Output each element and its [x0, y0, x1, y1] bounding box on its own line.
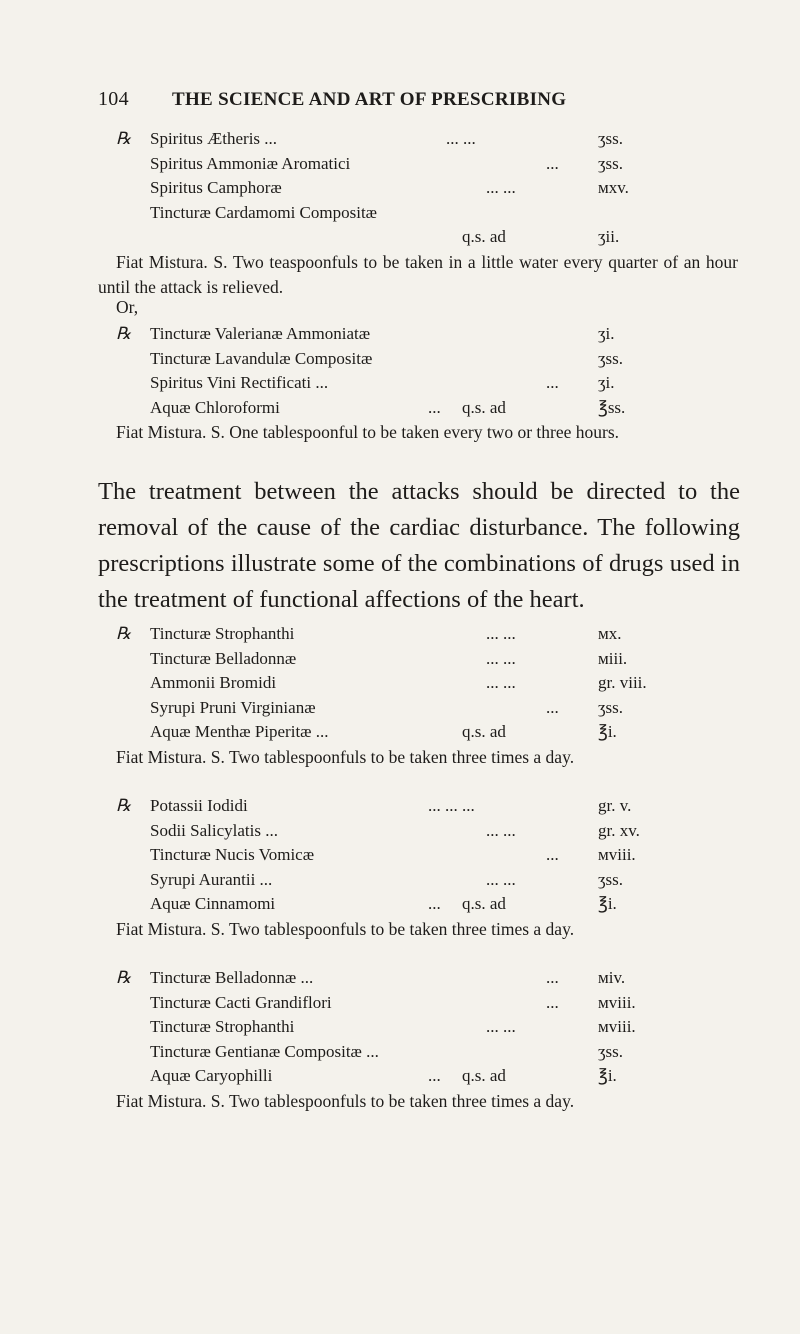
directions-text: Fiat Mistura. S. Two teaspoonfuls to be taken in a little water every quarter of an hour until the attack is relieved. — [98, 252, 738, 297]
directions-text: Fiat Mistura. S. One tablespoonful to be taken every two or three hours. — [116, 422, 620, 442]
leader-dots: ... ... — [486, 178, 516, 198]
rx-line — [116, 1015, 776, 1040]
qs-ad: q.s. ad — [462, 722, 506, 742]
leader-dots: ... — [546, 968, 559, 987]
leader-dots: ... — [428, 894, 441, 914]
rx-line — [116, 127, 776, 152]
rx-line — [116, 622, 776, 647]
dose-quantity: ʒi. — [598, 373, 615, 393]
qs-ad: q.s. ad — [462, 397, 506, 417]
leader-dots: ... — [546, 697, 559, 717]
dose-quantity: gr. v. — [598, 796, 632, 815]
dose-quantity: ℥i. — [598, 722, 617, 742]
drug-name: Sodii Salicylatis ... — [150, 820, 278, 840]
running-title: THE SCIENCE AND ART OF PRESCRIBING — [172, 89, 567, 110]
page-number: 104 — [98, 88, 129, 110]
directions-2 — [98, 420, 738, 445]
dose-quantity: ʒss. — [598, 348, 624, 368]
dose-quantity: ʒss. — [598, 1041, 624, 1061]
drug-name: Tincturæ Lavandulæ Compositæ — [150, 348, 373, 368]
leader-dots: ... ... — [446, 129, 476, 148]
rx-symbol: ℞ — [116, 968, 132, 987]
directions-5 — [98, 1089, 738, 1114]
drug-name: Potassii Iodidi — [150, 796, 248, 815]
rx-line — [116, 201, 776, 226]
dose-quantity: ʒss. — [598, 697, 624, 717]
drug-name: Tincturæ Strophanthi — [150, 624, 295, 643]
dose-quantity: ᴍviii. — [598, 845, 636, 865]
directions-3 — [98, 745, 738, 770]
rx-line — [116, 892, 776, 917]
leader-dots: ... — [546, 845, 559, 865]
dose-quantity: ᴍiv. — [598, 968, 626, 987]
rx-line — [116, 347, 776, 372]
leader-dots: ... ... ... — [428, 796, 475, 815]
leader-dots: ... — [428, 397, 441, 417]
dose-quantity: ᴍiii. — [598, 648, 628, 668]
rx-line — [116, 819, 776, 844]
rx-line — [116, 843, 776, 868]
dose-quantity: gr. viii. — [598, 673, 647, 693]
directions-4 — [98, 917, 738, 942]
body-paragraph: The treatment between the attacks should be directed to the removal of the cause of the cardiac disturbance. The following prescriptions illustrate some of the combinations of drugs used in the treatment of functional affections of the heart. — [98, 478, 740, 613]
drug-name: Spiritus Ammoniæ Aromatici — [150, 153, 351, 173]
leader-dots: ... ... — [486, 673, 516, 693]
drug-name: Spiritus Vini Rectificati ... — [150, 373, 329, 393]
rx-line — [116, 371, 776, 396]
rx-line — [116, 696, 776, 721]
rx-line — [116, 152, 776, 177]
leader-dots: ... ... — [486, 624, 516, 643]
rx-line — [116, 1064, 776, 1089]
rx-symbol: ℞ — [116, 129, 132, 148]
directions-text: Fiat Mistura. S. Two tablespoonfuls to be taken three times a day. — [116, 1091, 575, 1111]
rx-symbol: ℞ — [116, 324, 132, 343]
leader-dots: ... — [546, 373, 559, 393]
prescription-1 — [116, 127, 776, 250]
rx-line — [116, 868, 776, 893]
dose-quantity: ℥i. — [598, 894, 617, 914]
drug-name: Aquæ Caryophilli — [150, 1066, 273, 1086]
leader-dots: ... — [428, 1066, 441, 1086]
prescription-3 — [116, 622, 776, 745]
dose-quantity: ℥ss. — [598, 397, 626, 417]
rx-line — [116, 966, 776, 991]
qs-ad: q.s. ad — [462, 1066, 506, 1086]
rx-line — [116, 794, 776, 819]
rx-line — [116, 225, 776, 250]
dose-quantity: ᴍx. — [598, 624, 622, 643]
or-label: Or, — [116, 297, 139, 317]
dose-quantity: ᴍviii. — [598, 1017, 636, 1037]
leader-dots: ... ... — [486, 648, 516, 668]
rx-line — [116, 647, 776, 672]
rx-line — [116, 720, 776, 745]
rx-line — [116, 991, 776, 1016]
drug-name: Tincturæ Cacti Grandiflori — [150, 992, 332, 1012]
drug-name: Spiritus Camphoræ — [150, 178, 282, 198]
drug-name: Aquæ Menthæ Piperitæ ... — [150, 722, 329, 742]
qs-ad: q.s. ad — [462, 227, 506, 247]
leader-dots: ... — [546, 153, 559, 173]
dose-quantity: ʒss. — [598, 869, 624, 889]
dose-quantity: ᴍviii. — [598, 992, 636, 1012]
dose-quantity: ᴍxv. — [598, 178, 629, 198]
rx-line — [116, 176, 776, 201]
drug-name: Tincturæ Nucis Vomicæ — [150, 845, 315, 865]
dose-quantity: ʒi. — [598, 324, 615, 343]
qs-ad: q.s. ad — [462, 894, 506, 914]
drug-name: Spiritus Ætheris ... — [150, 129, 278, 148]
drug-name: Tincturæ Cardamomi Compositæ — [150, 202, 378, 222]
dose-quantity: ʒss. — [598, 129, 624, 148]
prescription-5 — [116, 966, 776, 1089]
leader-dots: ... — [546, 992, 559, 1012]
drug-name: Syrupi Pruni Virginianæ — [150, 697, 316, 717]
rx-line — [116, 322, 776, 347]
leader-dots: ... ... — [486, 869, 516, 889]
drug-name: Tincturæ Valerianæ Ammoniatæ — [150, 324, 371, 343]
dose-quantity: gr. xv. — [598, 820, 640, 840]
drug-name: Tincturæ Gentianæ Compositæ ... — [150, 1041, 379, 1061]
directions-text: Fiat Mistura. S. Two tablespoonfuls to be taken three times a day. — [116, 919, 575, 939]
drug-name: Ammonii Bromidi — [150, 673, 277, 693]
rx-line — [116, 1040, 776, 1065]
prescription-4 — [116, 794, 776, 917]
dose-quantity: ℥i. — [598, 1066, 617, 1086]
dose-quantity: ʒss. — [598, 153, 624, 173]
drug-name: Tincturæ Strophanthi — [150, 1017, 295, 1037]
dose-quantity: ʒii. — [598, 227, 620, 247]
drug-name: Aquæ Chloroformi — [150, 397, 280, 417]
rx-line — [116, 671, 776, 696]
directions-text: Fiat Mistura. S. Two tablespoonfuls to be taken three times a day. — [116, 747, 575, 767]
running-header — [98, 88, 738, 111]
leader-dots: ... ... — [486, 820, 516, 840]
prescription-2 — [116, 322, 776, 420]
drug-name: Aquæ Cinnamomi — [150, 894, 276, 914]
directions-1 — [98, 250, 738, 299]
drug-name: Syrupi Aurantii ... — [150, 869, 273, 889]
drug-name: Tincturæ Belladonnæ ... — [150, 968, 314, 987]
rx-symbol: ℞ — [116, 796, 132, 815]
rx-line — [116, 396, 776, 421]
leader-dots: ... ... — [486, 1017, 516, 1037]
drug-name: Tincturæ Belladonnæ — [150, 648, 297, 668]
rx-symbol: ℞ — [116, 624, 132, 643]
